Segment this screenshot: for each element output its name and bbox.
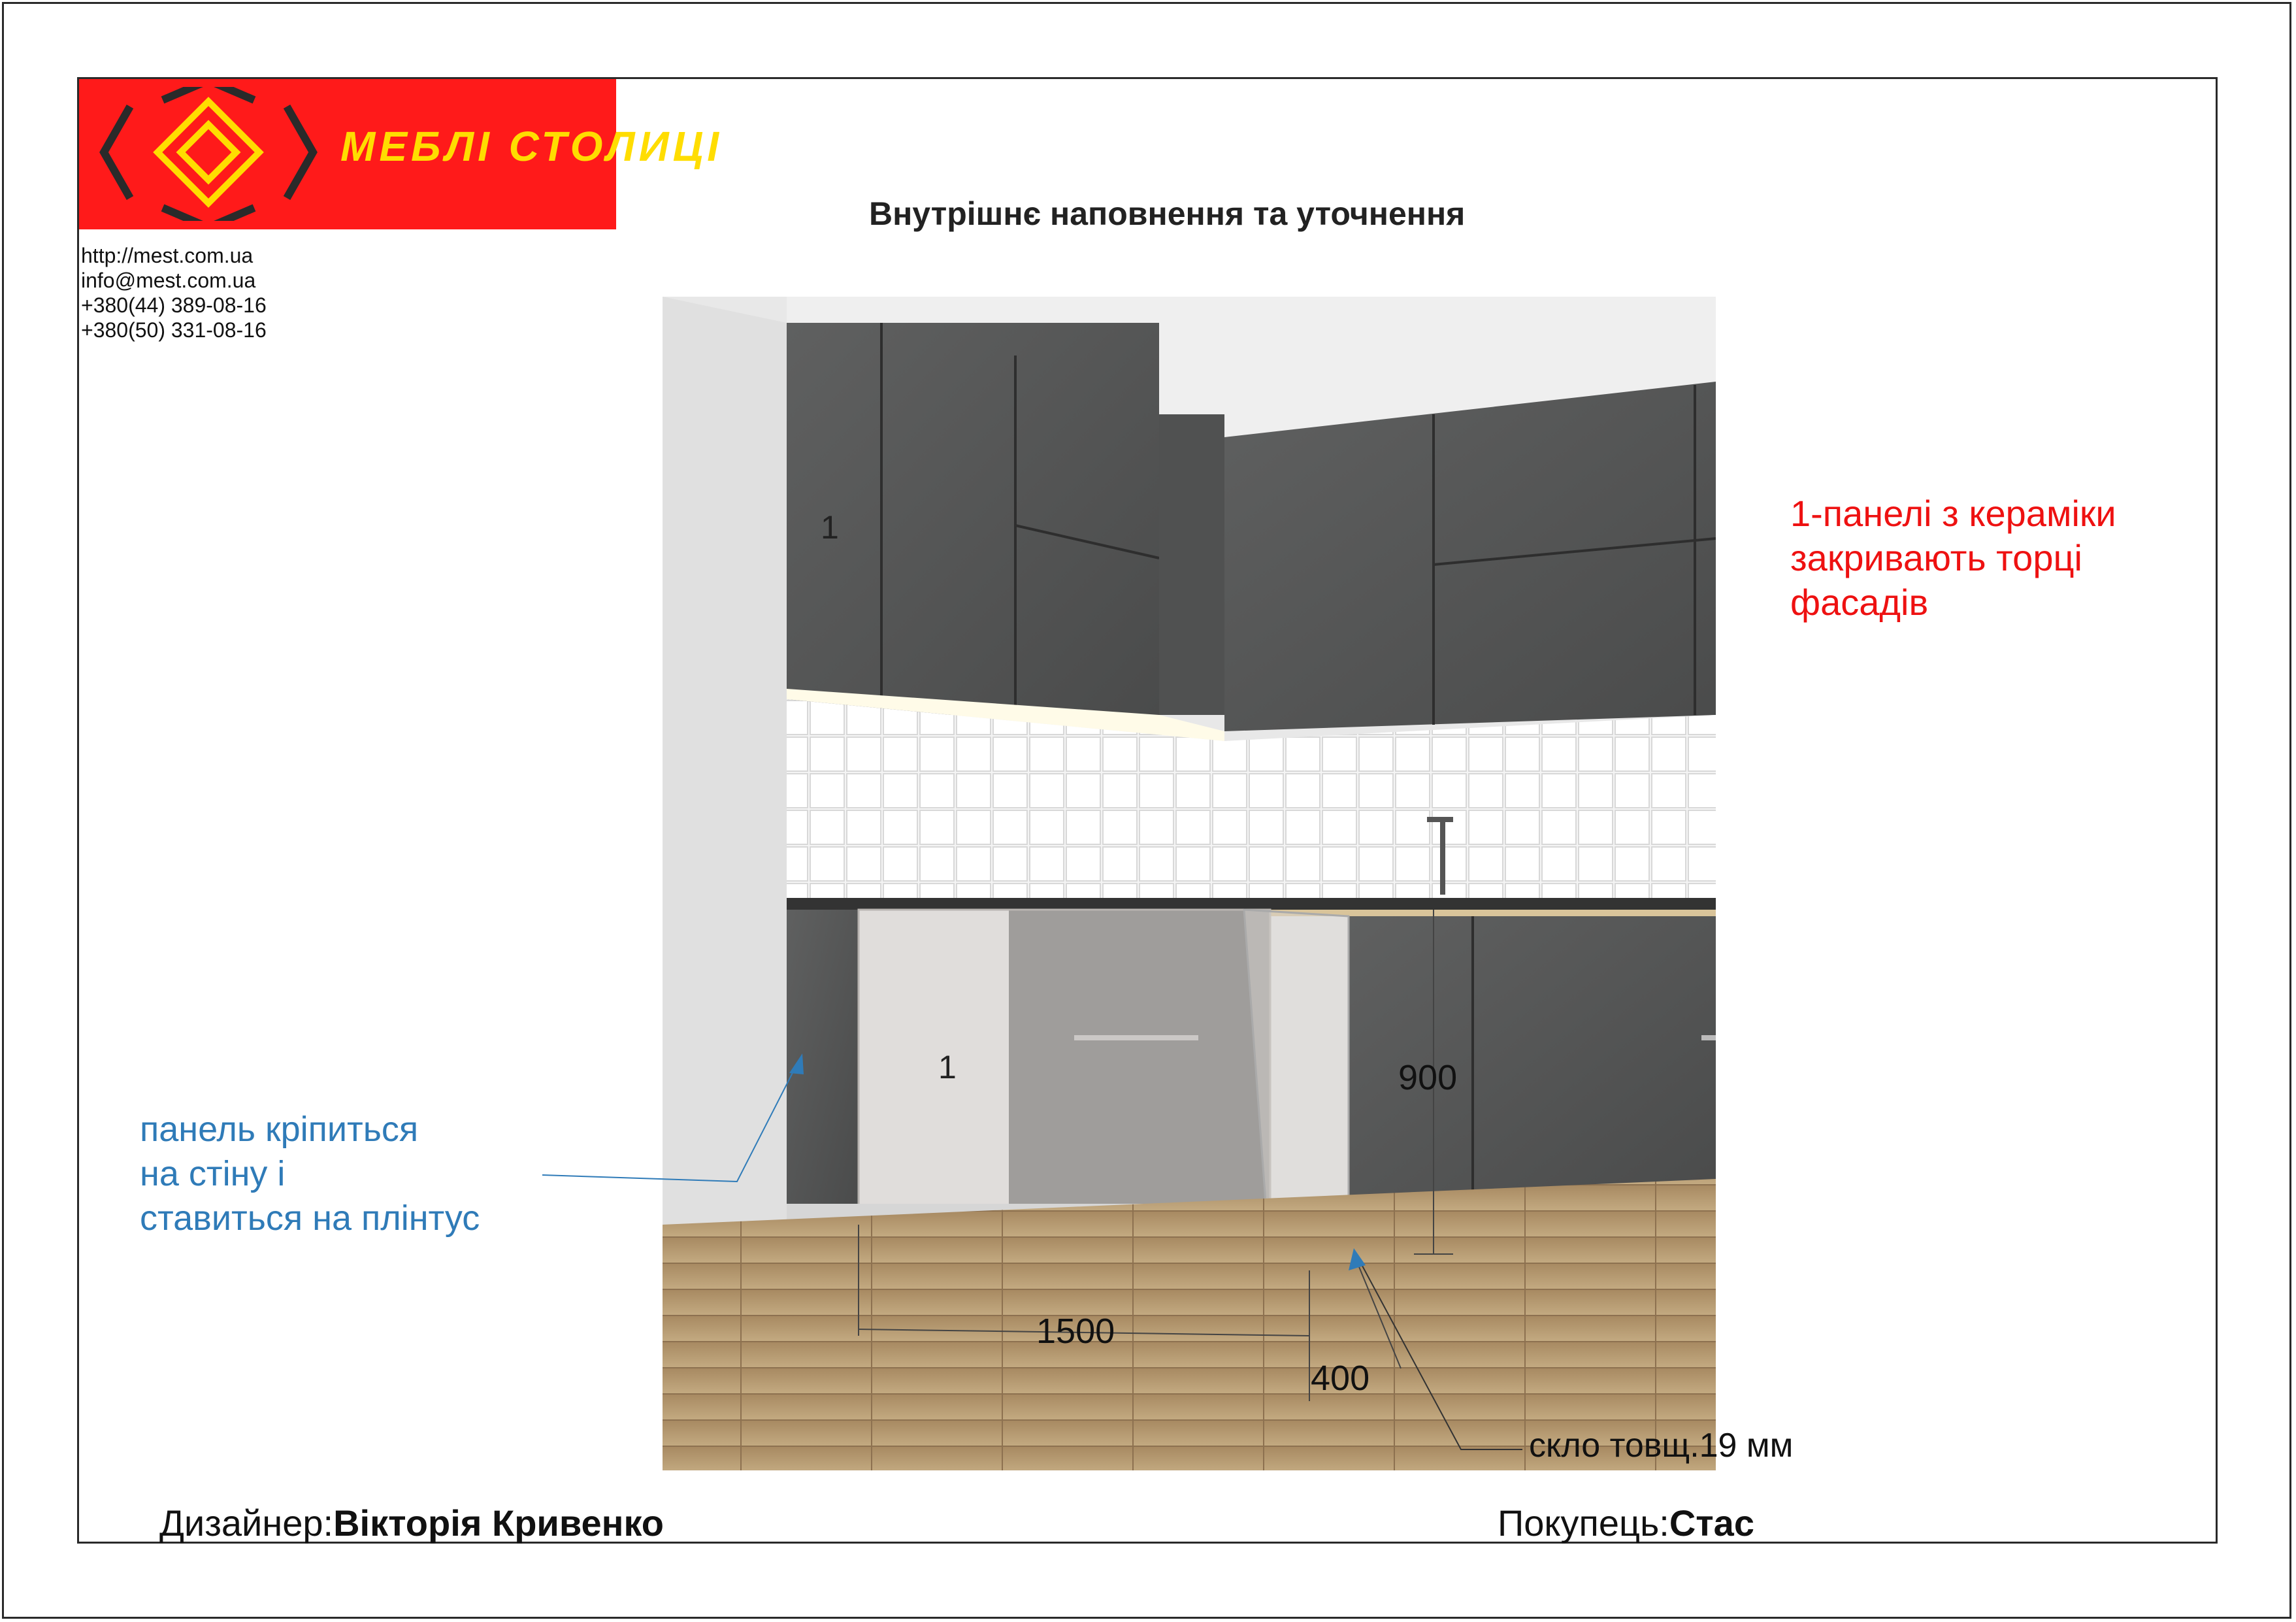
mount-note-line-2: на стіну і [140,1154,286,1193]
email-link[interactable]: info@mest.com.ua [81,269,256,292]
website-link[interactable]: http://mest.com.ua [81,244,254,267]
panel-label-lower: 1 [938,1049,957,1085]
customer-name: Стас [1669,1502,1754,1544]
dimension-height: 900 [1398,1058,1458,1097]
panel-mount-note [140,1107,480,1240]
glass-thickness-note: скло товщ.19 мм [1529,1427,1794,1465]
ceramic-panel-note [1790,491,2116,625]
designer-label: Дизайнер: [159,1502,334,1544]
designer-credit [159,1502,664,1544]
ceramic-note-line-2: закривають торці [1790,537,2082,578]
ceramic-note-line-3: фасадів [1790,582,1929,623]
designer-name: Вікторія Кривенко [333,1502,664,1544]
customer-credit [1498,1502,1754,1544]
mount-note-line-1: панель кріпиться [140,1110,419,1149]
ceramic-note-line-1: 1-панелі з кераміки [1790,493,2116,534]
phone-1: +380(44) 389-08-16 [81,293,267,317]
customer-label: Покупець: [1498,1502,1669,1544]
brand-name: МЕБЛІ СТОЛИЦІ [340,123,723,170]
dimension-depth: 400 [1311,1359,1370,1398]
page-title: Внутрішнє наповнення та уточнення [869,195,1466,232]
dimension-width: 1500 [1036,1312,1115,1351]
phone-2: +380(50) 331-08-16 [81,318,267,342]
panel-label-upper: 1 [821,509,839,546]
mount-note-line-3: ставиться на плінтус [140,1199,480,1238]
